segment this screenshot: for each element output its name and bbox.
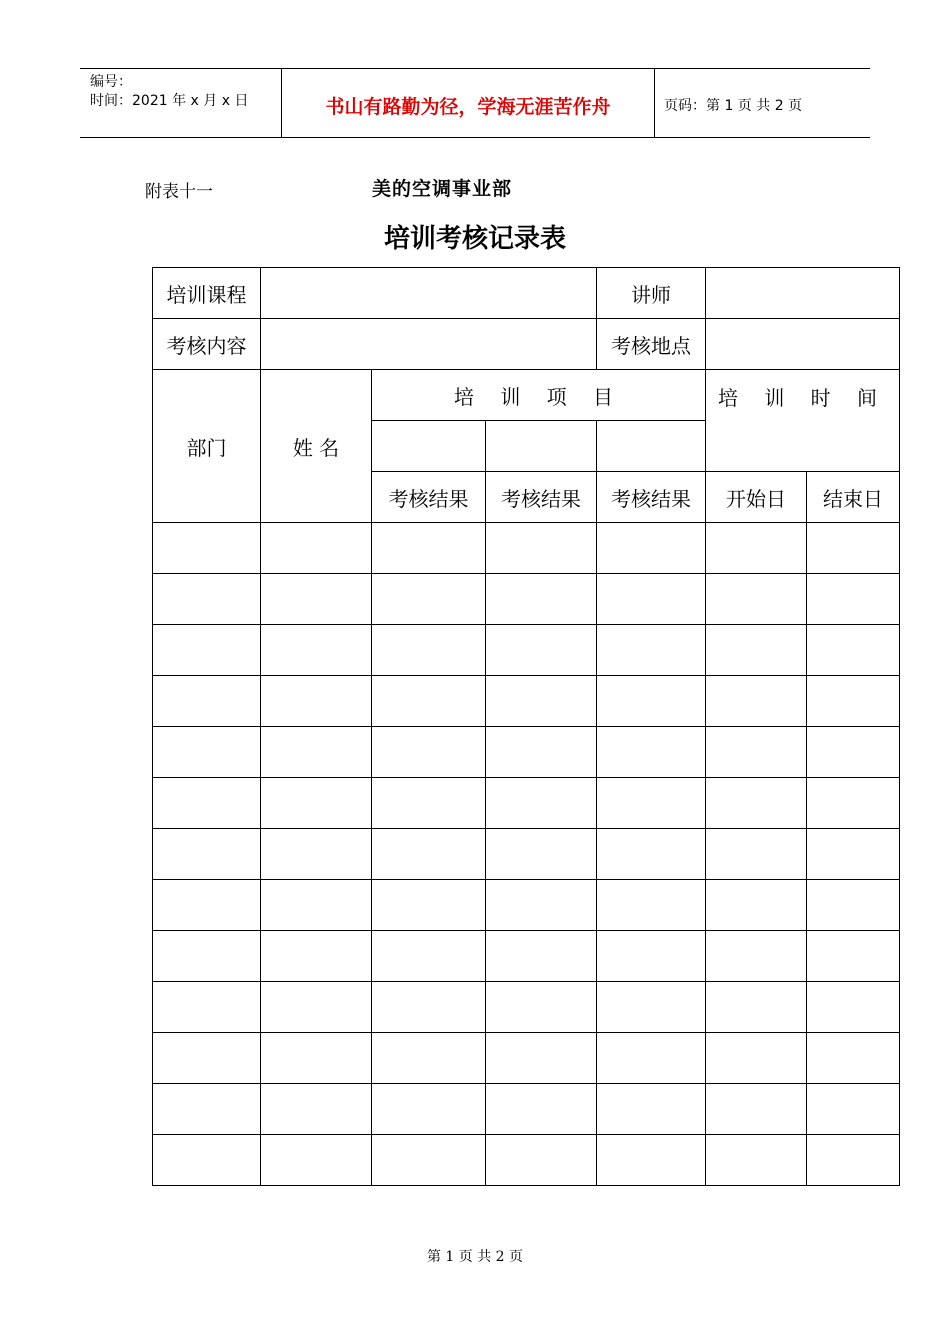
record-cell[interactable]: [372, 778, 486, 829]
record-cell[interactable]: [597, 1135, 706, 1186]
record-cell[interactable]: [261, 931, 372, 982]
record-cell[interactable]: [706, 982, 807, 1033]
record-cell[interactable]: [153, 829, 261, 880]
record-row: [153, 574, 900, 625]
record-cell[interactable]: [153, 574, 261, 625]
dept-header: 部门: [153, 370, 261, 523]
record-cell[interactable]: [807, 1033, 900, 1084]
record-cell[interactable]: [153, 727, 261, 778]
appendix-label: 附表十一: [145, 182, 213, 202]
record-cell[interactable]: [486, 727, 597, 778]
record-cell[interactable]: [261, 880, 372, 931]
record-cell[interactable]: [261, 1084, 372, 1135]
record-cell[interactable]: [706, 523, 807, 574]
record-cell[interactable]: [597, 982, 706, 1033]
record-cell[interactable]: [807, 574, 900, 625]
training-item-field[interactable]: [597, 421, 706, 472]
course-field[interactable]: [261, 268, 597, 319]
start-date-header: 开始日: [706, 472, 807, 523]
record-cell[interactable]: [807, 523, 900, 574]
record-cell[interactable]: [597, 829, 706, 880]
record-cell[interactable]: [372, 829, 486, 880]
record-cell[interactable]: [597, 931, 706, 982]
record-cell[interactable]: [261, 523, 372, 574]
record-row: [153, 1084, 900, 1135]
record-cell[interactable]: [486, 676, 597, 727]
record-cell[interactable]: [153, 1033, 261, 1084]
record-cell[interactable]: [706, 778, 807, 829]
record-cell[interactable]: [706, 574, 807, 625]
content-row: [153, 319, 900, 370]
record-cell[interactable]: [807, 625, 900, 676]
record-cell[interactable]: [153, 778, 261, 829]
record-cell[interactable]: [261, 982, 372, 1033]
record-row: [153, 625, 900, 676]
record-cell[interactable]: [597, 676, 706, 727]
header-left: [90, 73, 248, 111]
document-header: [80, 68, 870, 138]
record-cell[interactable]: [706, 676, 807, 727]
record-cell[interactable]: [372, 931, 486, 982]
record-cell[interactable]: [706, 931, 807, 982]
record-cell[interactable]: [372, 676, 486, 727]
form-title: 培训考核记录表: [383, 224, 566, 254]
record-cell[interactable]: [706, 727, 807, 778]
course-label: 培训课程: [153, 268, 261, 319]
content-field[interactable]: [261, 319, 597, 370]
record-cell[interactable]: [706, 1033, 807, 1084]
record-cell[interactable]: [486, 880, 597, 931]
record-cell[interactable]: [807, 1084, 900, 1135]
department-name: 美的空调事业部: [372, 178, 513, 200]
record-cell[interactable]: [486, 778, 597, 829]
record-cell[interactable]: [486, 1084, 597, 1135]
record-cell[interactable]: [261, 1033, 372, 1084]
record-row: [153, 727, 900, 778]
record-cell[interactable]: [153, 625, 261, 676]
result-header: 考核结果: [372, 472, 486, 523]
record-cell[interactable]: [372, 880, 486, 931]
record-cell[interactable]: [597, 523, 706, 574]
document-time-label: 时间：2021 年 x 月 x 日: [90, 93, 249, 109]
training-item-field[interactable]: [372, 421, 486, 472]
record-cell[interactable]: [153, 523, 261, 574]
record-cell[interactable]: [261, 829, 372, 880]
training-time-header: 培 训 时 间: [706, 370, 900, 472]
record-row: [153, 880, 900, 931]
record-row: [153, 523, 900, 574]
record-cell[interactable]: [597, 574, 706, 625]
record-cell[interactable]: [486, 1135, 597, 1186]
document-number-label: 编号：: [90, 74, 132, 90]
training-item-field[interactable]: [486, 421, 597, 472]
course-row: [153, 268, 900, 319]
record-cell[interactable]: [372, 574, 486, 625]
record-cell[interactable]: [807, 829, 900, 880]
record-cell[interactable]: [486, 829, 597, 880]
record-cell[interactable]: [807, 880, 900, 931]
instructor-label: 讲师: [597, 268, 706, 319]
record-cell[interactable]: [807, 727, 900, 778]
record-cell[interactable]: [486, 523, 597, 574]
result-header: 考核结果: [597, 472, 706, 523]
record-cell[interactable]: [153, 1135, 261, 1186]
record-cell[interactable]: [153, 982, 261, 1033]
record-cell[interactable]: [597, 1084, 706, 1135]
record-cell[interactable]: [372, 625, 486, 676]
record-cell[interactable]: [486, 574, 597, 625]
record-cell[interactable]: [597, 1033, 706, 1084]
record-cell[interactable]: [706, 625, 807, 676]
record-cell[interactable]: [706, 829, 807, 880]
record-cell[interactable]: [807, 778, 900, 829]
result-header: 考核结果: [486, 472, 597, 523]
record-cell[interactable]: [261, 676, 372, 727]
record-cell[interactable]: [261, 778, 372, 829]
record-cell[interactable]: [261, 1135, 372, 1186]
record-cell[interactable]: [486, 1033, 597, 1084]
record-row: [153, 829, 900, 880]
record-cell[interactable]: [706, 1135, 807, 1186]
name-header: 姓 名: [261, 370, 372, 523]
record-cell[interactable]: [597, 727, 706, 778]
record-cell[interactable]: [706, 1084, 807, 1135]
record-cell[interactable]: [597, 880, 706, 931]
record-cell[interactable]: [372, 982, 486, 1033]
record-cell[interactable]: [807, 676, 900, 727]
record-cell[interactable]: [372, 1033, 486, 1084]
record-row: [153, 931, 900, 982]
record-row: [153, 982, 900, 1033]
location-label: 考核地点: [597, 319, 706, 370]
record-row: [153, 778, 900, 829]
record-cell[interactable]: [261, 727, 372, 778]
record-cell[interactable]: [486, 931, 597, 982]
record-cell[interactable]: [597, 625, 706, 676]
instructor-field[interactable]: [706, 268, 900, 319]
record-cell[interactable]: [372, 523, 486, 574]
record-cell[interactable]: [153, 880, 261, 931]
record-cell[interactable]: [486, 625, 597, 676]
record-cell[interactable]: [706, 880, 807, 931]
content-label: 考核内容: [153, 319, 261, 370]
record-row: [153, 1033, 900, 1084]
record-cell[interactable]: [372, 727, 486, 778]
training-record-table: [152, 267, 900, 1186]
record-cell[interactable]: [807, 982, 900, 1033]
record-row: [153, 1135, 900, 1186]
header-page-info: 页码：第 1 页 共 2 页: [664, 98, 803, 114]
record-cell[interactable]: [597, 778, 706, 829]
end-date-header: 结束日: [807, 472, 900, 523]
record-cell[interactable]: [261, 625, 372, 676]
page-footer: 第 1 页 共 2 页: [426, 1249, 524, 1265]
record-cell[interactable]: [372, 1084, 486, 1135]
location-field[interactable]: [706, 319, 900, 370]
record-cell[interactable]: [807, 1135, 900, 1186]
record-cell[interactable]: [153, 676, 261, 727]
header-divider: [654, 69, 655, 137]
record-cell[interactable]: [372, 1135, 486, 1186]
record-cell[interactable]: [807, 931, 900, 982]
record-row: [153, 676, 900, 727]
record-cell[interactable]: [153, 1084, 261, 1135]
header-row-1: [153, 370, 900, 421]
record-cell[interactable]: [153, 931, 261, 982]
record-cell[interactable]: [486, 982, 597, 1033]
header-motto: 书山有路勤为径，学海无涯苦作舟: [325, 96, 611, 118]
record-cell[interactable]: [261, 574, 372, 625]
training-items-header: 培 训 项 目: [372, 370, 706, 421]
